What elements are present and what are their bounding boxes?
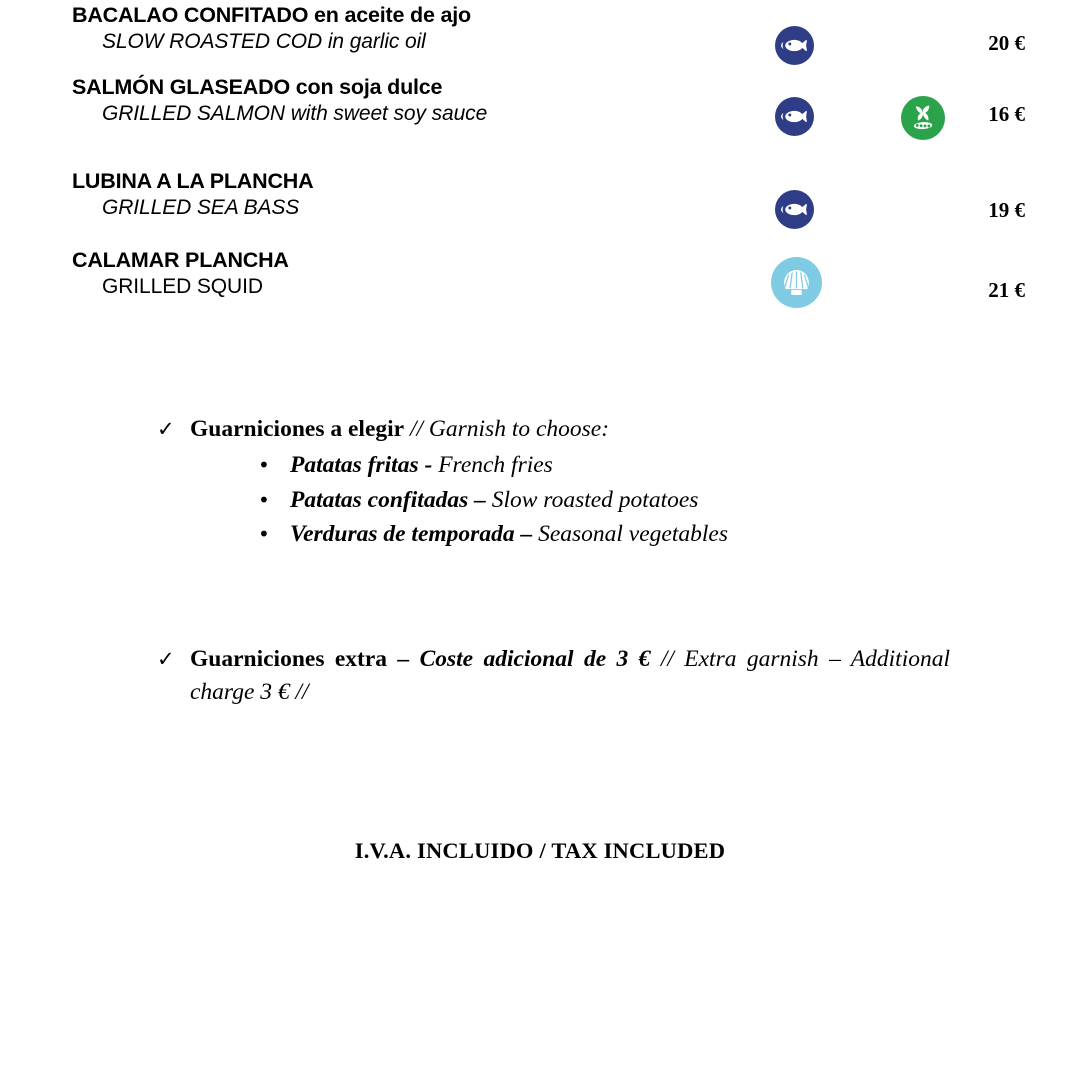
dish-text-block <box>72 74 732 127</box>
garnish-heading <box>0 412 1080 446</box>
checkmark-icon: ✓ <box>157 647 175 671</box>
dish-title-main: CALAMAR PLANCHA <box>72 248 289 272</box>
garnish-section <box>0 412 1080 547</box>
dish-title-rest: con soja dulce <box>289 75 443 99</box>
garnish-heading-en: // Garnish to choose: <box>404 416 610 442</box>
dish-price: 16 € <box>988 102 1025 126</box>
extra-garnish-section <box>0 643 1080 709</box>
dish-subtitle: GRILLED SEA BASS <box>102 196 300 219</box>
garnish-option-item <box>0 448 1080 483</box>
dish-title <box>72 247 732 273</box>
dish-title-main: LUBINA A LA PLANCHA <box>72 169 314 193</box>
extra-garnish-label: Guarniciones extra <box>190 646 388 672</box>
bullet-dot-icon: • <box>258 487 270 512</box>
garnish-heading-es: Guarniciones a elegir <box>190 416 405 442</box>
molluscs-allergen-icon <box>771 257 822 308</box>
garnish-option-en: French fries <box>438 452 553 478</box>
dish-title <box>72 2 732 28</box>
dish-price: 20 € <box>988 31 1025 55</box>
fish-allergen-icon <box>775 26 814 65</box>
fish-allergen-icon <box>775 97 814 136</box>
garnish-option-separator: - <box>418 452 439 478</box>
garnish-option-item <box>0 483 1080 518</box>
tax-included-note: I.V.A. INCLUIDO / TAX INCLUDED <box>354 838 726 863</box>
garnish-option-separator: – <box>468 486 492 513</box>
soy-allergen-icon <box>901 96 945 140</box>
dish-title <box>72 168 732 194</box>
dish-price: 21 € <box>988 278 1025 302</box>
dish-subtitle: GRILLED SQUID <box>102 275 263 298</box>
garnish-option-item <box>0 517 1080 552</box>
dish-subtitle: SLOW ROASTED COD in garlic oil <box>102 30 426 53</box>
dish-title-rest: en aceite de ajo <box>308 3 471 27</box>
garnish-option-en: Slow roasted potatoes <box>491 486 699 513</box>
dish-text-block <box>72 2 732 55</box>
checkmark-icon: ✓ <box>157 417 175 441</box>
extra-garnish-translation: // Extra garnish – Additional charge 3 € // <box>190 646 951 705</box>
extra-garnish-surcharge: – Coste adicional de 3 € <box>387 646 651 672</box>
fish-allergen-icon <box>775 190 814 229</box>
dish-title-main: SALMÓN GLASEADO <box>72 75 290 99</box>
dish-title <box>72 74 732 100</box>
extra-garnish-paragraph <box>157 643 951 709</box>
garnish-options-list <box>0 448 1080 552</box>
dish-text-block <box>72 168 732 221</box>
bullet-dot-icon: • <box>258 522 270 546</box>
garnish-option-es: Verduras de temporada <box>290 521 515 547</box>
dish-subtitle: GRILLED SALMON with sweet soy sauce <box>102 102 488 125</box>
garnish-option-separator: – <box>514 521 539 547</box>
bullet-dot-icon: • <box>258 453 270 477</box>
garnish-option-es: Patatas confitadas <box>290 486 469 513</box>
garnish-option-es: Patatas fritas <box>290 452 419 478</box>
dish-price: 19 € <box>988 198 1025 222</box>
garnish-option-en: Seasonal vegetables <box>538 521 728 547</box>
dish-text-block <box>72 247 732 300</box>
dish-title-main: BACALAO CONFITADO <box>72 3 309 27</box>
